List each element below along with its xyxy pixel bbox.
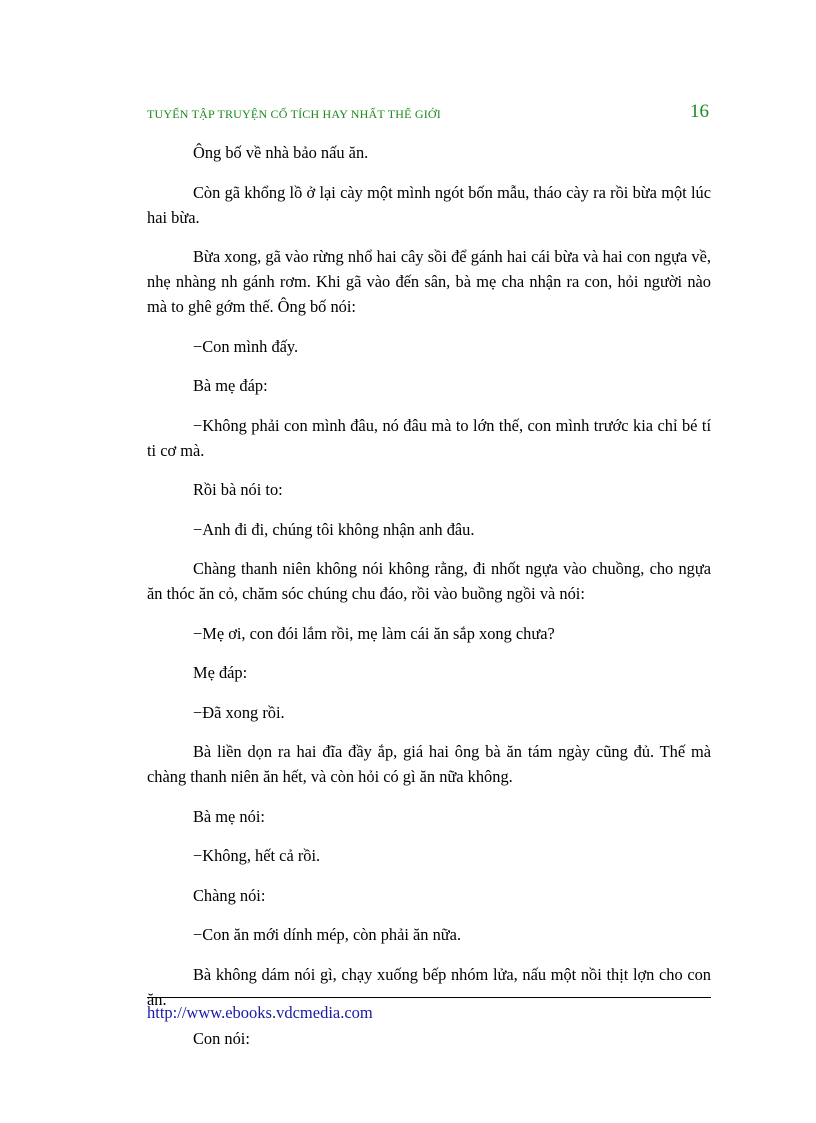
paragraph: Còn gã khổng lồ ở lại cày một mình ngót bốn mẫu, tháo cày ra rồi bừa một lúc hai bừa. (147, 182, 711, 227)
paragraph: Bừa xong, gã vào rừng nhổ hai cây sồi để gánh hai cái bừa và hai con ngựa về, nhẹ nhàng nh gánh rơm. Khi gã vào đến sân, bà mẹ cha nhận ra con, hỏi người nào mà to ghê gớm thế. Ông bố nói: (147, 247, 711, 316)
paragraph: Bà mẹ nói: (193, 806, 265, 826)
paragraph: Bà không dám nói gì, chạy xuống bếp nhóm lửa, nấu một nồi thịt lợn cho con ăn. (147, 964, 711, 1009)
paragraph: −Anh đi đi, chúng tôi không nhận anh đâu. (193, 519, 475, 539)
paragraph: Chàng thanh niên không nói không rằng, đi nhốt ngựa vào chuồng, cho ngựa ăn thóc ăn cỏ, chăm sóc chúng chu đáo, rồi vào buồng ngồi và nói: (147, 559, 711, 603)
paragraph: −Con ăn mới dính mép, còn phải ăn nữa. (193, 925, 462, 944)
paragraph: Ông bố về nhà bảo nấu ăn. (193, 143, 369, 162)
paragraph: Bà mẹ đáp: (193, 376, 268, 395)
paragraph: Rồi bà nói to: (193, 480, 283, 499)
paragraph: −Không phải con mình đâu, nó đâu mà to lớn thế, con mình trước kia chỉ bé tí ti cơ mà. (147, 415, 711, 460)
paragraph: −Không, hết cả rồi. (193, 846, 321, 865)
paragraph: Bà liền dọn ra hai đĩa đầy ắp, giá hai ông bà ăn tám ngày cũng đủ. Thế mà chàng thanh niên ăn hết, và còn hỏi có gì ăn nữa không. (147, 742, 711, 786)
paragraph: Chàng nói: (193, 885, 266, 905)
paragraph: −Đã xong rồi. (193, 702, 285, 722)
footer-website-link[interactable]: http://www.ebooks.vdcmedia.com (147, 1003, 373, 1022)
page-number: 16 (690, 101, 709, 122)
paragraph: −Mẹ ơi, con đói lắm rồi, mẹ làm cái ăn sắp xong chưa? (193, 623, 555, 643)
running-header-title: TUYỂN TẬP TRUYỆN CỔ TÍCH HAY NHẤT THẾ GIỚI (147, 107, 441, 121)
paragraph: Mẹ đáp: (193, 663, 248, 682)
paragraph: Con nói: (193, 1029, 250, 1048)
footer-divider (147, 997, 711, 998)
story-body (147, 140, 711, 1066)
paragraph: −Con mình đấy. (193, 336, 299, 356)
